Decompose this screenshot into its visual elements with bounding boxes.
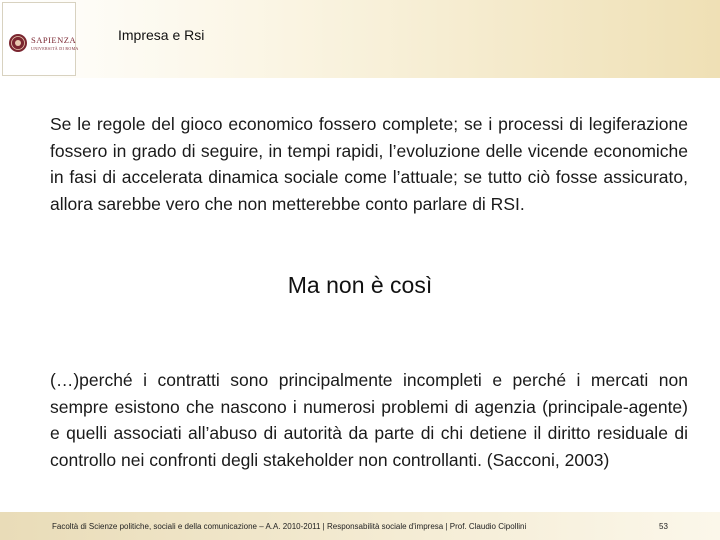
logo-wordmark: SAPIENZA [31, 35, 77, 45]
logo-subtext: UNIVERSITÀ DI ROMA [31, 46, 79, 51]
header-band [0, 0, 720, 78]
page-number: 53 [659, 522, 668, 531]
body-paragraph-1: Se le regole del gioco economico fossero complete; se i processi di legiferazione fossero in grado di seguire, in tempi rapidi, l’evoluzione delle vicende economiche in fasi di accelerata dinamica sociale come l’attuale; se tutto ciò fosse assicurato, allora sarebbe vero che non metterebbe conto parlare di RSI. [50, 114, 688, 214]
body-paragraph-2: (…)perché i contratti sono principalmente incompleti e perché i mercati non sempre esistono che nascono i numerosi problemi di agenzia (principale-agente) e quelli associati all’abuso di autorità da parte di chi detiene il diritto residuale di controllo nei confronti degli stakeholder non controllanti. (Sacconi, 2003) [50, 370, 688, 470]
sapienza-seal-icon [8, 33, 28, 53]
callout-heading: Ma non è così [287, 272, 433, 298]
university-logo [2, 2, 79, 76]
footer-text: Facoltà di Scienze politiche, sociali e della comunicazione – A.A. 2010-2011 | Responsabilità sociale d'impresa | Prof. Claudio Cipollini [52, 522, 527, 531]
slide-title: Impresa e Rsi [118, 27, 205, 43]
